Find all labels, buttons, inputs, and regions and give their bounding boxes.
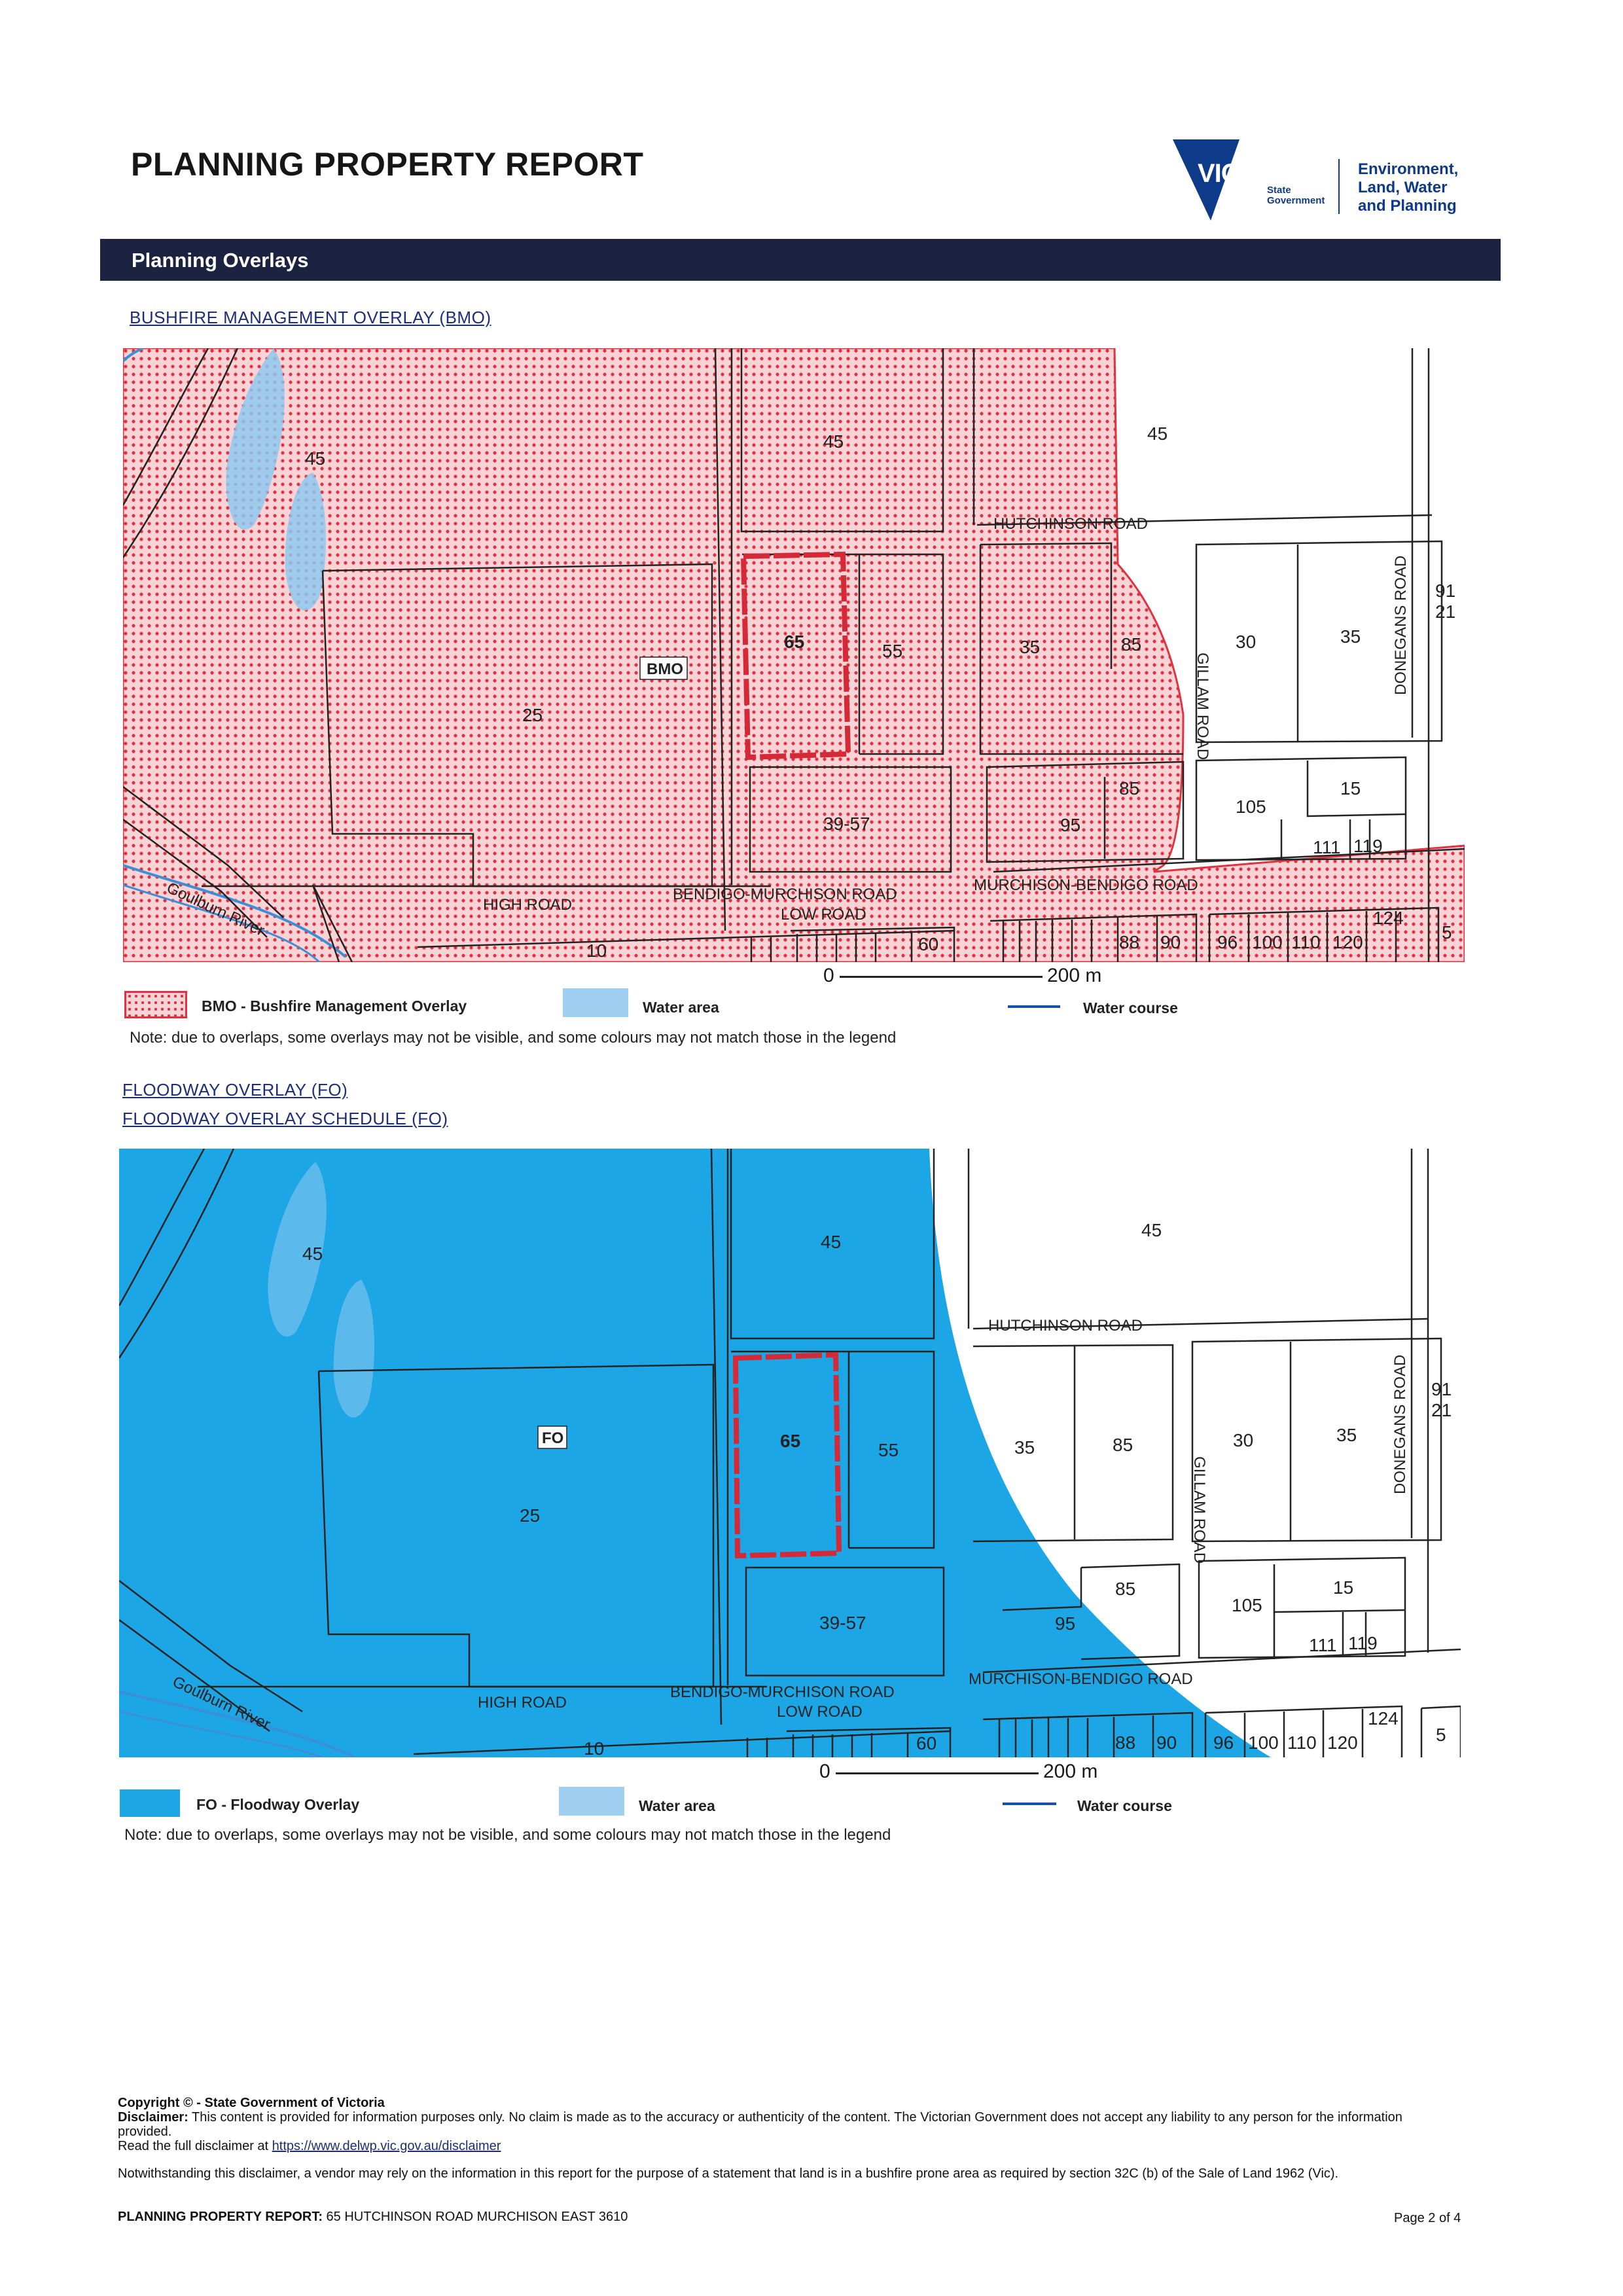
dept-line-1: Environment, — [1358, 160, 1459, 178]
road-label-murchison-bendigo: MURCHISON-BENDIGO ROAD — [974, 876, 1198, 894]
dept-line-3: and Planning — [1358, 197, 1457, 215]
fo-legend-water-course-line — [1003, 1803, 1056, 1805]
section-title: Planning Overlays — [132, 249, 309, 272]
bmo-note: Note: due to overlaps, some overlays may not be visible, and some colours may not match those in the legend — [130, 1029, 897, 1047]
bmo-legend-water-course-line — [1008, 1005, 1060, 1008]
fo-lot-label-120: 120 — [1327, 1732, 1358, 1753]
logo-government-line: Government — [1267, 195, 1325, 206]
footer-report-address: 65 HUTCHINSON ROAD MURCHISON EAST 3610 — [323, 2210, 628, 2224]
fo-road-label-high: HIGH ROAD — [478, 1694, 567, 1712]
bmo-heading[interactable]: BUSHFIRE MANAGEMENT OVERLAY (BMO) — [130, 308, 491, 327]
lot-label-55: 55 — [882, 641, 903, 661]
lot-label-120: 120 — [1332, 932, 1363, 952]
fo-lot-label-110: 110 — [1287, 1732, 1317, 1753]
fo-lot-label-95: 95 — [1055, 1613, 1076, 1634]
lot-label-60: 60 — [918, 934, 939, 954]
footer-report-label: PLANNING PROPERTY REPORT: — [118, 2210, 323, 2224]
fo-lot-label-39-57: 39-57 — [819, 1613, 866, 1633]
department-name — [1358, 160, 1458, 215]
lot-label-85-b: 85 — [1119, 778, 1140, 798]
logo-divider — [1338, 159, 1340, 214]
fo-lot-label-45-east: 45 — [1141, 1220, 1162, 1240]
lot-label-35-a: 35 — [1020, 637, 1041, 657]
fo-scale-bar — [836, 1772, 1039, 1774]
page-title: PLANNING PROPERTY REPORT — [131, 146, 644, 183]
footer-report-line — [118, 2210, 628, 2224]
lot-label-15: 15 — [1340, 778, 1361, 798]
bmo-scale-bar — [840, 976, 1043, 978]
fo-legend-swatch — [120, 1789, 180, 1817]
fo-legend-water-area-label: Water area — [639, 1797, 715, 1814]
fo-lot-label-100: 100 — [1248, 1732, 1279, 1753]
fo-note: Note: due to overlaps, some overlays may not be visible, and some colours may not match those in the legend — [124, 1826, 891, 1844]
lot-label-91: 91 — [1435, 581, 1456, 601]
fo-legend-water-area-swatch — [559, 1787, 624, 1816]
logo-victoria-text-white: VICTORIA — [1198, 159, 1317, 188]
copyright-text: - State Government of Victoria — [192, 2096, 385, 2110]
lot-label-45-west: 45 — [305, 448, 326, 469]
read-disclaimer-line — [118, 2139, 1459, 2153]
copyright-line — [118, 2096, 1459, 2110]
bmo-scale-end: 200 m — [1047, 965, 1102, 986]
fo-lot-label-88: 88 — [1115, 1732, 1136, 1753]
fo-lot-label-30: 30 — [1233, 1430, 1254, 1450]
bmo-legend-overlay-label: BMO - Bushfire Management Overlay — [202, 997, 467, 1014]
lot-label-95: 95 — [1060, 815, 1081, 835]
bmo-legend-water-course-label: Water course — [1083, 999, 1178, 1016]
fo-lot-label-96: 96 — [1213, 1732, 1234, 1753]
disclaimer-line — [118, 2110, 1459, 2139]
fo-lot-label-105: 105 — [1232, 1595, 1262, 1615]
fo-lot-label-21: 21 — [1431, 1400, 1452, 1420]
logo-state-government — [1267, 185, 1325, 206]
road-label-donegans: DONEGANS ROAD — [1392, 555, 1410, 695]
road-label-bendigo-murchison: BENDIGO-MURCHISON ROAD — [673, 886, 897, 903]
fo-lot-label-45-west: 45 — [302, 1244, 323, 1264]
fo-lot-label-91: 91 — [1431, 1379, 1452, 1399]
lot-label-21: 21 — [1435, 601, 1456, 622]
notwithstanding-text: Notwithstanding this disclaimer, a vendor may rely on the information in this report for the purpose of a statement that land is in a bushfire prone area as required by section 32C (b) of the Sale of Land 1962 (Vic). — [118, 2166, 1339, 2181]
lot-label-10: 10 — [586, 941, 607, 961]
fo-lot-label-85-b: 85 — [1115, 1579, 1136, 1599]
fo-code-label: FO — [542, 1429, 564, 1447]
road-label-high: HIGH ROAD — [483, 896, 573, 914]
fo-lot-label-90: 90 — [1156, 1732, 1177, 1753]
victoria-government-logo — [1171, 134, 1479, 226]
road-label-gillam: GILLAM ROAD — [1194, 653, 1211, 761]
dept-line-2: Land, Water — [1358, 179, 1448, 196]
footer-disclaimer — [118, 2096, 1459, 2153]
disclaimer-text: This content is provided for information purposes only. No claim is made as to the accuracy or authenticity of the content. The Victorian Government does not accept any liability to any person for the information provided. — [118, 2110, 1402, 2139]
bmo-legend-water-area-swatch — [563, 988, 628, 1017]
road-label-hutchinson: HUTCHINSON ROAD — [993, 515, 1149, 533]
fo-lot-label-15: 15 — [1333, 1577, 1354, 1598]
lot-label-88: 88 — [1119, 932, 1140, 952]
fo-lot-label-65: 65 — [780, 1431, 801, 1451]
lot-label-5: 5 — [1442, 922, 1452, 942]
fo-road-label-murchison-bendigo: MURCHISON-BENDIGO ROAD — [969, 1670, 1193, 1688]
fo-lot-label-119: 119 — [1348, 1633, 1378, 1653]
page-number: Page 2 of 4 — [1394, 2211, 1461, 2225]
fo-schedule-heading[interactable]: FLOODWAY OVERLAY SCHEDULE (FO) — [122, 1109, 448, 1128]
disclaimer-link[interactable]: https://www.delwp.vic.gov.au/disclaimer — [272, 2139, 501, 2153]
fo-lot-label-45-north: 45 — [821, 1232, 842, 1252]
road-label-low: LOW ROAD — [781, 906, 866, 924]
fo-scale-end: 200 m — [1043, 1761, 1098, 1782]
lot-label-39-57: 39-57 — [823, 814, 870, 834]
fo-lot-label-124: 124 — [1368, 1708, 1399, 1729]
fo-lot-label-55: 55 — [878, 1440, 899, 1460]
fo-lot-label-25: 25 — [520, 1505, 541, 1526]
bmo-legend-swatch — [124, 991, 187, 1018]
lot-label-65: 65 — [784, 632, 805, 652]
river-label-goulburn: Goulburn River — [164, 878, 268, 940]
copyright-label: Copyright © — [118, 2096, 193, 2110]
fo-river-label-goulburn: Goulburn River — [169, 1672, 274, 1734]
lot-label-85-a: 85 — [1121, 634, 1142, 655]
lot-label-25: 25 — [522, 705, 543, 725]
bmo-scale-start: 0 — [823, 965, 834, 986]
fo-legend-water-course-label: Water course — [1077, 1797, 1172, 1814]
fo-map[interactable] — [119, 1149, 1461, 1757]
lot-label-110: 110 — [1291, 932, 1321, 952]
fo-lot-label-10: 10 — [584, 1738, 605, 1757]
section-header-bar — [100, 239, 1501, 281]
lot-label-124: 124 — [1373, 908, 1404, 928]
bmo-overlay-area — [123, 348, 1465, 962]
bmo-legend-water-area-label: Water area — [643, 999, 719, 1016]
fo-lot-label-5: 5 — [1436, 1725, 1446, 1745]
lot-label-105: 105 — [1236, 797, 1266, 817]
fo-road-label-bendigo-murchison: BENDIGO-MURCHISON ROAD — [670, 1683, 895, 1701]
disclaimer-label: Disclaimer: — [118, 2110, 188, 2125]
bmo-code-label: BMO — [647, 660, 683, 678]
fo-road-label-low: LOW ROAD — [777, 1703, 863, 1721]
logo-state-line: State — [1267, 185, 1291, 196]
lot-label-45-north: 45 — [823, 431, 844, 452]
read-disclaimer-text: Read the full disclaimer at — [118, 2139, 272, 2153]
fo-legend-overlay-label: FO - Floodway Overlay — [196, 1796, 360, 1813]
fo-lot-label-35-a: 35 — [1014, 1437, 1035, 1458]
fo-scale-start: 0 — [819, 1761, 830, 1782]
lot-label-35-b: 35 — [1340, 626, 1361, 647]
lot-label-119: 119 — [1353, 836, 1383, 856]
fo-road-label-gillam: GILLAM ROAD — [1190, 1456, 1208, 1564]
lot-label-96: 96 — [1217, 932, 1238, 952]
fo-road-label-hutchinson: HUTCHINSON ROAD — [988, 1317, 1143, 1335]
lot-label-45-east: 45 — [1147, 423, 1168, 444]
lot-label-100: 100 — [1252, 932, 1283, 952]
fo-road-label-donegans: DONEGANS ROAD — [1391, 1354, 1409, 1494]
lot-label-90: 90 — [1160, 932, 1181, 952]
fo-lot-label-85-a: 85 — [1113, 1435, 1133, 1455]
fo-lot-label-60: 60 — [916, 1733, 937, 1753]
fo-lot-label-111: 111 — [1309, 1635, 1337, 1655]
fo-lot-label-35-b: 35 — [1336, 1425, 1357, 1445]
bmo-map[interactable] — [123, 348, 1465, 962]
lot-label-111: 111 — [1313, 837, 1341, 857]
lot-label-30: 30 — [1236, 632, 1257, 652]
fo-heading[interactable]: FLOODWAY OVERLAY (FO) — [122, 1080, 348, 1100]
